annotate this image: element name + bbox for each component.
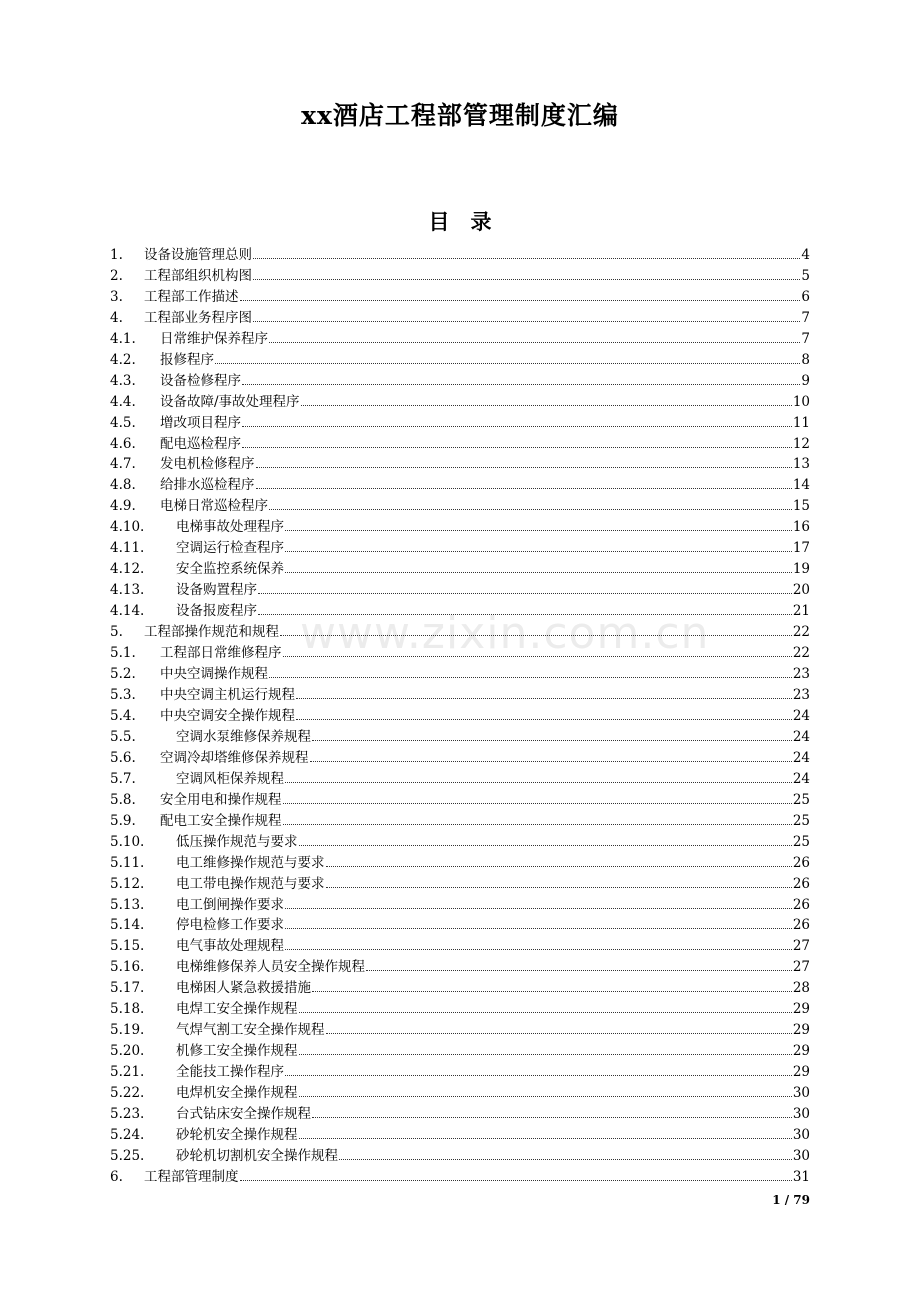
toc-entry[interactable] (110, 1122, 810, 1143)
toc-entry-title: 中央空调操作规程 (160, 666, 268, 683)
toc-entry[interactable] (110, 640, 810, 661)
toc-entry-title: 配电巡检程序 (160, 435, 241, 452)
dot-leader (312, 740, 792, 741)
toc-entry[interactable] (110, 724, 810, 745)
dot-leader (242, 384, 800, 385)
toc-entry-title: 电气事故处理规程 (176, 938, 284, 955)
toc-entry-number: 5.7. (110, 770, 136, 787)
toc-entry-number: 4.11. (110, 540, 145, 557)
toc-entry-number: 4.3. (110, 372, 136, 389)
dot-leader (296, 698, 792, 699)
toc-entry-page: 16 (792, 519, 810, 536)
toc-entry-number: 4.12. (110, 561, 145, 578)
toc-entry[interactable] (110, 682, 810, 703)
toc-entry-number: 4.5. (110, 414, 136, 431)
toc-entry[interactable] (110, 996, 810, 1017)
toc-entry-page: 12 (792, 435, 810, 452)
toc-entry-number: 5.23. (110, 1106, 145, 1123)
toc-entry[interactable] (110, 242, 810, 263)
toc-entry-title: 电梯事故处理程序 (176, 519, 284, 536)
toc-entry-title: 报修程序 (160, 351, 214, 368)
toc-entry-title: 台式钻床安全操作规程 (176, 1106, 311, 1123)
toc-entry-page: 28 (792, 980, 810, 997)
toc-heading: 目 录 (428, 209, 492, 234)
toc-entry[interactable] (110, 1038, 810, 1059)
dot-leader (280, 635, 792, 636)
toc-entry-page: 9 (801, 372, 810, 389)
toc-entry[interactable] (110, 493, 810, 514)
toc-entry-number: 4.4. (110, 393, 136, 410)
toc-entry-title: 工程部业务程序图 (144, 309, 252, 326)
dot-leader (253, 279, 800, 280)
toc-entry-page: 30 (792, 1126, 810, 1143)
toc-entry-title: 气焊气割工安全操作规程 (176, 1022, 325, 1039)
toc-entry[interactable] (110, 808, 810, 829)
dot-leader (215, 363, 800, 364)
toc-entry-number: 5.24. (110, 1126, 145, 1143)
toc-entry-number: 4.7. (110, 456, 136, 473)
dot-leader (258, 593, 792, 594)
toc-entry[interactable] (110, 913, 810, 934)
toc-entry-page: 30 (792, 1085, 810, 1102)
toc-entry-page: 26 (792, 896, 810, 913)
toc-entry-title: 发电机检修程序 (160, 456, 255, 473)
toc-entry-title: 给排水巡检程序 (160, 477, 255, 494)
toc-entry[interactable] (110, 1017, 810, 1038)
toc-entry-page: 8 (801, 351, 810, 368)
dot-leader (258, 614, 792, 615)
toc-entry-title: 空调风柜保养规程 (176, 770, 284, 787)
toc-entry-title: 机修工安全操作规程 (176, 1043, 298, 1060)
dot-leader (285, 928, 792, 929)
dot-leader (253, 321, 800, 322)
toc-entry-page: 13 (792, 456, 810, 473)
toc-entry[interactable] (110, 954, 810, 975)
dot-leader (299, 1054, 792, 1055)
dot-leader (312, 991, 792, 992)
dot-leader (285, 530, 792, 531)
dot-leader (285, 782, 792, 783)
toc-entry-page: 24 (792, 770, 810, 787)
dot-leader (299, 845, 792, 846)
toc-entry-page: 7 (801, 330, 810, 347)
table-of-contents (110, 242, 810, 1185)
dot-leader (366, 970, 792, 971)
toc-entry[interactable] (110, 1080, 810, 1101)
toc-entry[interactable] (110, 766, 810, 787)
toc-entry-page: 17 (792, 540, 810, 557)
toc-entry-page: 24 (792, 707, 810, 724)
toc-entry-title: 电梯维修保养人员安全操作规程 (176, 959, 365, 976)
toc-entry-page: 15 (792, 498, 810, 515)
dot-leader (285, 1075, 792, 1076)
toc-entry-number: 4.6. (110, 435, 136, 452)
toc-entry-page: 29 (792, 1001, 810, 1018)
document-title: xx酒店工程部管理制度汇编 (301, 101, 619, 130)
toc-entry-number: 5.18. (110, 1001, 145, 1018)
toc-entry-title: 电工倒闸操作要求 (176, 896, 284, 913)
toc-entry-title: 安全用电和操作规程 (160, 791, 282, 808)
dot-leader (285, 949, 792, 950)
toc-entry[interactable] (110, 389, 810, 410)
toc-entry-number: 2. (110, 267, 123, 284)
toc-entry-title: 砂轮机安全操作规程 (176, 1126, 298, 1143)
toc-entry-title: 设备故障/事故处理程序 (160, 393, 300, 410)
toc-entry[interactable] (110, 263, 810, 284)
dot-leader (269, 677, 792, 678)
toc-entry-page: 27 (792, 959, 810, 976)
toc-entry-title: 设备检修程序 (160, 372, 241, 389)
toc-entry[interactable] (110, 514, 810, 535)
toc-entry-title: 空调冷却塔维修保养规程 (160, 749, 309, 766)
dot-leader (269, 342, 800, 343)
toc-entry-number: 5.11. (110, 854, 145, 871)
toc-entry[interactable] (110, 368, 810, 389)
toc-entry-page: 4 (801, 246, 810, 263)
toc-entry-number: 3. (110, 288, 123, 305)
dot-leader (256, 467, 792, 468)
watermark: www.zixin.com.cn (300, 608, 710, 659)
dot-leader (312, 1117, 792, 1118)
toc-entry-title: 全能技工操作程序 (176, 1064, 284, 1081)
toc-entry[interactable] (110, 1101, 810, 1122)
toc-entry[interactable] (110, 703, 810, 724)
toc-entry[interactable] (110, 829, 810, 850)
toc-entry-number: 4.13. (110, 582, 145, 599)
dot-leader (283, 824, 792, 825)
toc-entry-title: 空调运行检查程序 (176, 540, 284, 557)
toc-entry-number: 4.1. (110, 330, 136, 347)
toc-entry-title: 砂轮机切割机安全操作规程 (176, 1147, 338, 1164)
toc-entry-number: 4.9. (110, 498, 136, 515)
dot-leader (253, 258, 800, 259)
toc-entry-page: 30 (792, 1147, 810, 1164)
toc-entry[interactable] (110, 284, 810, 305)
toc-entry-number: 5.6. (110, 749, 136, 766)
toc-entry-title: 工程部管理制度 (144, 1168, 239, 1185)
toc-entry-page: 23 (792, 666, 810, 683)
page-indicator: 1 / 79 (772, 1193, 810, 1207)
toc-entry-title: 电梯困人紧急救援措施 (176, 980, 311, 997)
toc-entry[interactable] (110, 892, 810, 913)
toc-entry-page: 19 (792, 561, 810, 578)
toc-entry-title: 停电检修工作要求 (176, 917, 284, 934)
toc-entry-page: 23 (792, 686, 810, 703)
toc-entry-number: 5.16. (110, 959, 145, 976)
toc-entry[interactable] (110, 1059, 810, 1080)
toc-entry-number: 5.25. (110, 1147, 145, 1164)
toc-entry-number: 5.10. (110, 833, 145, 850)
dot-leader (299, 1096, 792, 1097)
toc-entry[interactable] (110, 745, 810, 766)
toc-entry-number: 5.20. (110, 1043, 145, 1060)
toc-entry-title: 配电工安全操作规程 (160, 812, 282, 829)
toc-entry-number: 5.22. (110, 1085, 145, 1102)
dot-leader (285, 572, 792, 573)
toc-entry-page: 21 (792, 603, 810, 620)
toc-entry[interactable] (110, 933, 810, 954)
toc-entry[interactable] (110, 850, 810, 871)
toc-entry-page: 26 (792, 875, 810, 892)
toc-entry[interactable] (110, 619, 810, 640)
toc-entry-page: 25 (792, 791, 810, 808)
dot-leader (326, 866, 792, 867)
toc-entry-page: 25 (792, 833, 810, 850)
toc-entry-number: 5.21. (110, 1064, 145, 1081)
toc-entry-number: 5.14. (110, 917, 145, 934)
toc-entry-number: 5.3. (110, 686, 136, 703)
toc-entry-title: 日常维护保养程序 (160, 330, 268, 347)
dot-leader (285, 908, 792, 909)
toc-entry-title: 中央空调主机运行规程 (160, 686, 295, 703)
toc-entry-page: 10 (792, 393, 810, 410)
dot-leader (296, 719, 792, 720)
toc-entry-page: 20 (792, 582, 810, 599)
toc-entry-title: 电焊工安全操作规程 (176, 1001, 298, 1018)
dot-leader (242, 447, 792, 448)
toc-entry-number: 5.9. (110, 812, 136, 829)
toc-entry-number: 5.8. (110, 791, 136, 808)
dot-leader (283, 803, 792, 804)
toc-entry[interactable] (110, 410, 810, 431)
toc-entry-page: 24 (792, 749, 810, 766)
toc-entry-number: 5. (110, 624, 123, 641)
dot-leader (285, 551, 792, 552)
dot-leader (240, 1180, 792, 1181)
toc-entry-page: 29 (792, 1043, 810, 1060)
toc-entry-page: 29 (792, 1064, 810, 1081)
toc-entry-page: 7 (801, 309, 810, 326)
dot-leader (240, 300, 801, 301)
toc-entry-number: 4.14. (110, 603, 145, 620)
toc-entry-number: 5.2. (110, 666, 136, 683)
dot-leader (299, 1138, 792, 1139)
toc-entry-page: 24 (792, 728, 810, 745)
toc-entry[interactable] (110, 431, 810, 452)
toc-entry[interactable] (110, 452, 810, 473)
toc-entry-title: 工程部操作规范和规程 (144, 624, 279, 641)
toc-entry-number: 4.2. (110, 351, 136, 368)
dot-leader (242, 426, 792, 427)
toc-entry[interactable] (110, 975, 810, 996)
toc-entry-page: 22 (792, 624, 810, 641)
toc-entry-number: 5.5. (110, 728, 136, 745)
toc-entry[interactable] (110, 661, 810, 682)
toc-entry-title: 中央空调安全操作规程 (160, 707, 295, 724)
toc-entry-page: 30 (792, 1106, 810, 1123)
toc-entry-number: 5.13. (110, 896, 145, 913)
toc-entry-title: 设备报废程序 (176, 603, 257, 620)
toc-entry[interactable] (110, 326, 810, 347)
toc-entry-page: 31 (792, 1168, 810, 1185)
toc-entry-title: 工程部组织机构图 (144, 267, 252, 284)
toc-entry-number: 4. (110, 309, 123, 326)
toc-entry-title: 电工维修操作规范与要求 (176, 854, 325, 871)
dot-leader (326, 1033, 792, 1034)
dot-leader (256, 488, 792, 489)
toc-entry[interactable] (110, 1143, 810, 1164)
toc-entry-title: 电梯日常巡检程序 (160, 498, 268, 515)
toc-entry-page: 25 (792, 812, 810, 829)
toc-entry-title: 电焊机安全操作规程 (176, 1085, 298, 1102)
dot-leader (339, 1159, 792, 1160)
toc-entry-number: 5.4. (110, 707, 136, 724)
toc-entry[interactable] (110, 535, 810, 556)
toc-entry-title: 空调水泵维修保养规程 (176, 728, 311, 745)
toc-entry-title: 安全监控系统保养 (176, 561, 284, 578)
toc-entry-number: 4.10. (110, 519, 145, 536)
toc-entry[interactable] (110, 787, 810, 808)
dot-leader (269, 509, 792, 510)
toc-entry-number: 5.12. (110, 875, 145, 892)
toc-entry-page: 6 (801, 288, 810, 305)
toc-entry[interactable] (110, 472, 810, 493)
toc-entry[interactable] (110, 305, 810, 326)
toc-entry-number: 6. (110, 1168, 123, 1185)
toc-entry[interactable] (110, 347, 810, 368)
toc-entry[interactable] (110, 871, 810, 892)
toc-entry[interactable] (110, 598, 810, 619)
toc-entry-page: 5 (801, 267, 810, 284)
toc-entry-number: 5.15. (110, 938, 145, 955)
toc-entry-title: 增改项目程序 (160, 414, 241, 431)
toc-entry-title: 低压操作规范与要求 (176, 833, 298, 850)
toc-entry-title: 电工带电操作规范与要求 (176, 875, 325, 892)
toc-entry-page: 14 (792, 477, 810, 494)
dot-leader (283, 656, 792, 657)
dot-leader (299, 1012, 792, 1013)
toc-entry-number: 5.17. (110, 980, 145, 997)
toc-entry-page: 22 (792, 645, 810, 662)
toc-entry-number: 4.8. (110, 477, 136, 494)
toc-entry-number: 5.1. (110, 645, 136, 662)
toc-entry-page: 26 (792, 917, 810, 934)
toc-entry-page: 11 (792, 414, 810, 431)
dot-leader (326, 887, 792, 888)
toc-entry-number: 5.19. (110, 1022, 145, 1039)
toc-entry-title: 设备设施管理总则 (144, 246, 252, 263)
toc-entry[interactable] (110, 556, 810, 577)
toc-entry[interactable] (110, 577, 810, 598)
dot-leader (301, 405, 792, 406)
toc-entry-page: 27 (792, 938, 810, 955)
toc-entry-page: 29 (792, 1022, 810, 1039)
toc-entry-title: 工程部工作描述 (144, 288, 239, 305)
toc-entry-title: 工程部日常维修程序 (160, 645, 282, 662)
toc-entry-page: 26 (792, 854, 810, 871)
toc-entry-number: 1. (110, 246, 123, 263)
dot-leader (310, 761, 792, 762)
toc-entry-title: 设备购置程序 (176, 582, 257, 599)
toc-entry[interactable] (110, 1164, 810, 1185)
